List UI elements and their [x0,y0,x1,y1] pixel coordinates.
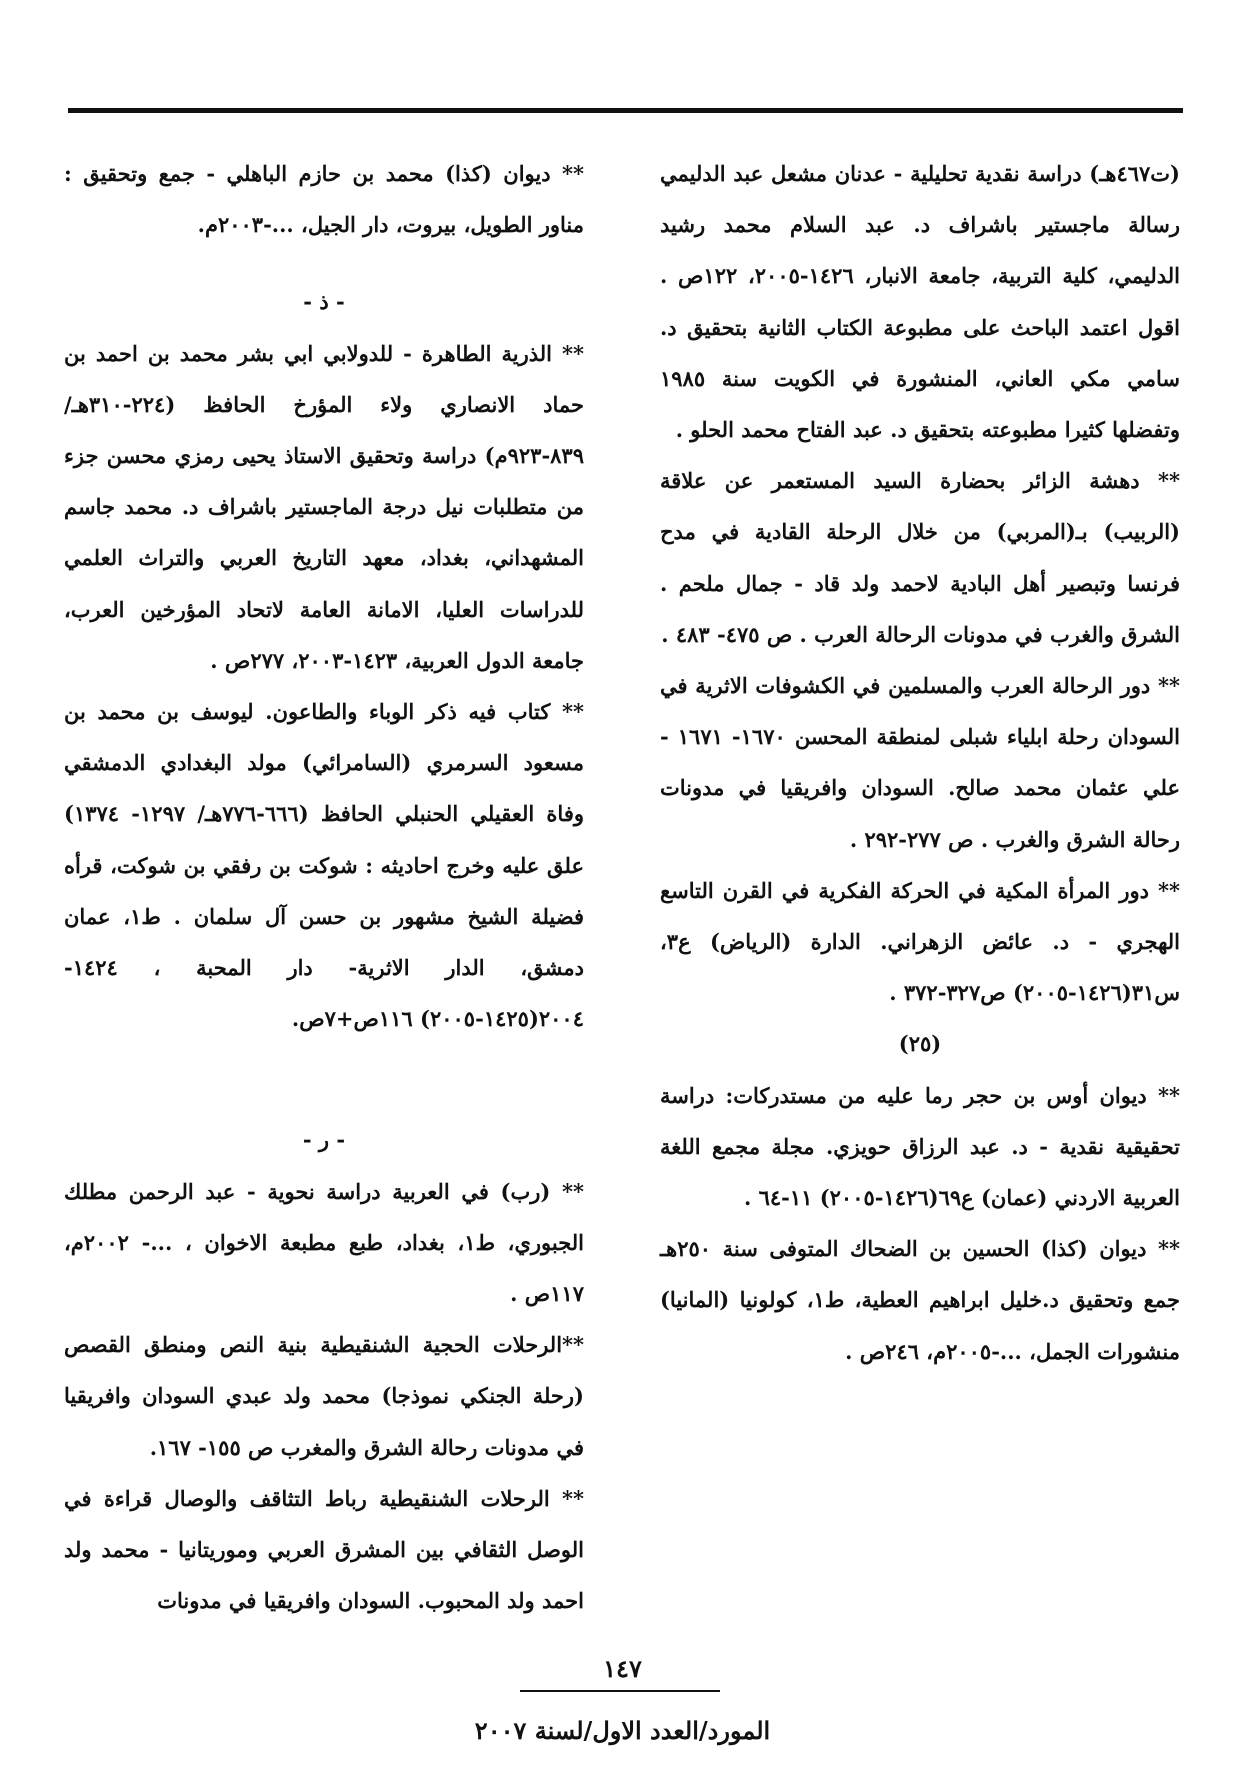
bibliography-entry: ** الرحلات الشنقيطية رباط التثاقف والوصال قراءة في الوصل الثقافي بين المشرق العربي وموريتانيا - محمد ولد احمد ولد المحبوب. السودان وافريقيا في مدونات [64,1485,584,1614]
right-column [660,148,1180,1377]
bibliography-entry: ** كتاب فيه ذكر الوباء والطاعون. ليوسف بن محمد بن مسعود السرمري (السامرائي) مولد البغدادي الدمشقي وفاة العقيلي الحنبلي الحافظ (٦٦٦-٧٧٦هـ/ ١٢٩٧- ١٣٧٤) علق عليه وخرج احاديثه : شوكت بن رفقي بن شوكت، قرأه فضيلة الشيخ مشهور بن حسن آل سلمان . ط١، عمان دمشق، الدار الاثرية- دار المحبة ، ١٤٢٤- ٢٠٠٤(١٤٢٥-٢٠٠٥) ١١٦ص+٧ص. [64,699,584,1032]
spacer [64,250,584,276]
bibliography-entry: **الرحلات الحجية الشنقيطية بنية النص ومنطق القصص (رحلة الجنكي نموذجا) محمد ولد عبدي السودان وافريقيا في مدونات رحالة الشرق والمغرب ص ١٥٥- ١٦٧. [64,1332,584,1460]
bibliography-entry: ** ديوان (كذا) الحسين بن الضحاك المتوفى سنة ٢٥٠هـ جمع وتحقيق د.خليل ابراهيم العطية، ط١، كولونيا (المانيا) منشورات الجمل، ...-٢٠٠٥م، ٢٤٦ص . [660,1236,1180,1364]
bibliography-entry: ** ديوان أوس بن حجر رما عليه من مستدركات: دراسة تحقيقية نقدية - د. عبد الرزاق حويزي. مجلة مجمع اللغة العربية الاردني (عمان) ع٦٩(١٤٢٦-٢٠٠٥) ١١-٦٤ . [660,1082,1180,1211]
top-rule [68,108,1183,113]
bibliography-entry: ** دور المرأة المكية في الحركة الفكرية في القرن التاسع الهجري - د. عائض الزهراني. الدارة (الرياض) ع٣، س٣١(١٤٢٦-٢٠٠٥) ص٣٢٧-٣٧٢ . [660,877,1180,1006]
bibliography-entry: ** الذرية الطاهرة - للدولابي ابي بشر محمد بن احمد بن حماد الانصاري ولاء المؤرخ الحافظ (٢٢٤-٣١٠هـ/ ٨٣٩-٩٢٣م) دراسة وتحقيق الاستاذ يحيى رمزي محسن جزء من متطلبات نيل درجة الماجستير باشراف د. محمد جاسم المشهداني، بغداد، معهد التاريخ العربي والتراث العلمي للدراسات العليا، الامانة العامة لاتحاد المؤرخين العرب، جامعة الدول العربية، ١٤٢٣-٢٠٠٣، ٢٧٧ص . [64,340,584,673]
bibliography-entry: ** دور الرحالة العرب والمسلمين في الكشوفات الاثرية في السودان رحلة ابلياء شبلى لمنطقة المحسن ١٦٧٠- ١٦٧١ - علي عثمان محمد صالح. السودان وافريقيا في مدونات رحالة الشرق والغرب . ص ٢٧٧-٢٩٢ . [660,673,1181,852]
section-heading: (٢٥) [898,1031,942,1057]
bibliography-entry: ** ديوان (كذا) محمد بن حازم الباهلي - جمع وتحقيق : مناور الطويل، بيروت، دار الجيل، ...-٢٠٠٣م. [64,161,584,238]
left-column [64,148,584,1626]
page-number: ١٤٧ [603,1654,642,1683]
bibliography-entry: ** دهشة الزائر بحضارة السيد المستعمر عن علاقة (الربيب) بـ(المربي) من خلال الرحلة القادية في مدح فرنسا وتبصير أهل البادية لاحمد ولد قاد - جمال ملحم . الشرق والغرب في مدونات الرحالة العرب . ص ٤٧٥- ٤٨٣ . [660,468,1180,647]
bibliography-entry: ** (رب) في العربية دراسة نحوية - عبد الرحمن مطلك الجبوري، ط١، بغداد، طبع مطبعة الاخوان ، ...- ٢٠٠٢م، ١١٧ص . [64,1178,585,1307]
footer-rule [520,1690,720,1692]
section-heading: - ذ - [303,289,345,315]
journal-footer: المورد/العدد الاول/لسنة ٢٠٠٧ [474,1716,771,1745]
spacer [64,1044,584,1114]
section-heading: - ر - [302,1127,346,1153]
bibliography-entry: (ت٤٦٧هـ) دراسة نقدية تحليلية - عدنان مشعل عبد الدليمي رسالة ماجستير باشراف د. عبد السلام محمد رشيد الدليمي، كلية التربية، جامعة الانبار، ١٤٢٦-٢٠٠٥، ١٢٢ص . اقول اعتمد الباحث على مطبوعة الكتاب الثانية بتحقيق د. سامي مكي العاني، المنشورة في الكويت سنة ١٩٨٥ وتفضلها كثيرا مطبوعته بتحقيق د. عبد الفتاح محمد الحلو . [660,161,1180,443]
